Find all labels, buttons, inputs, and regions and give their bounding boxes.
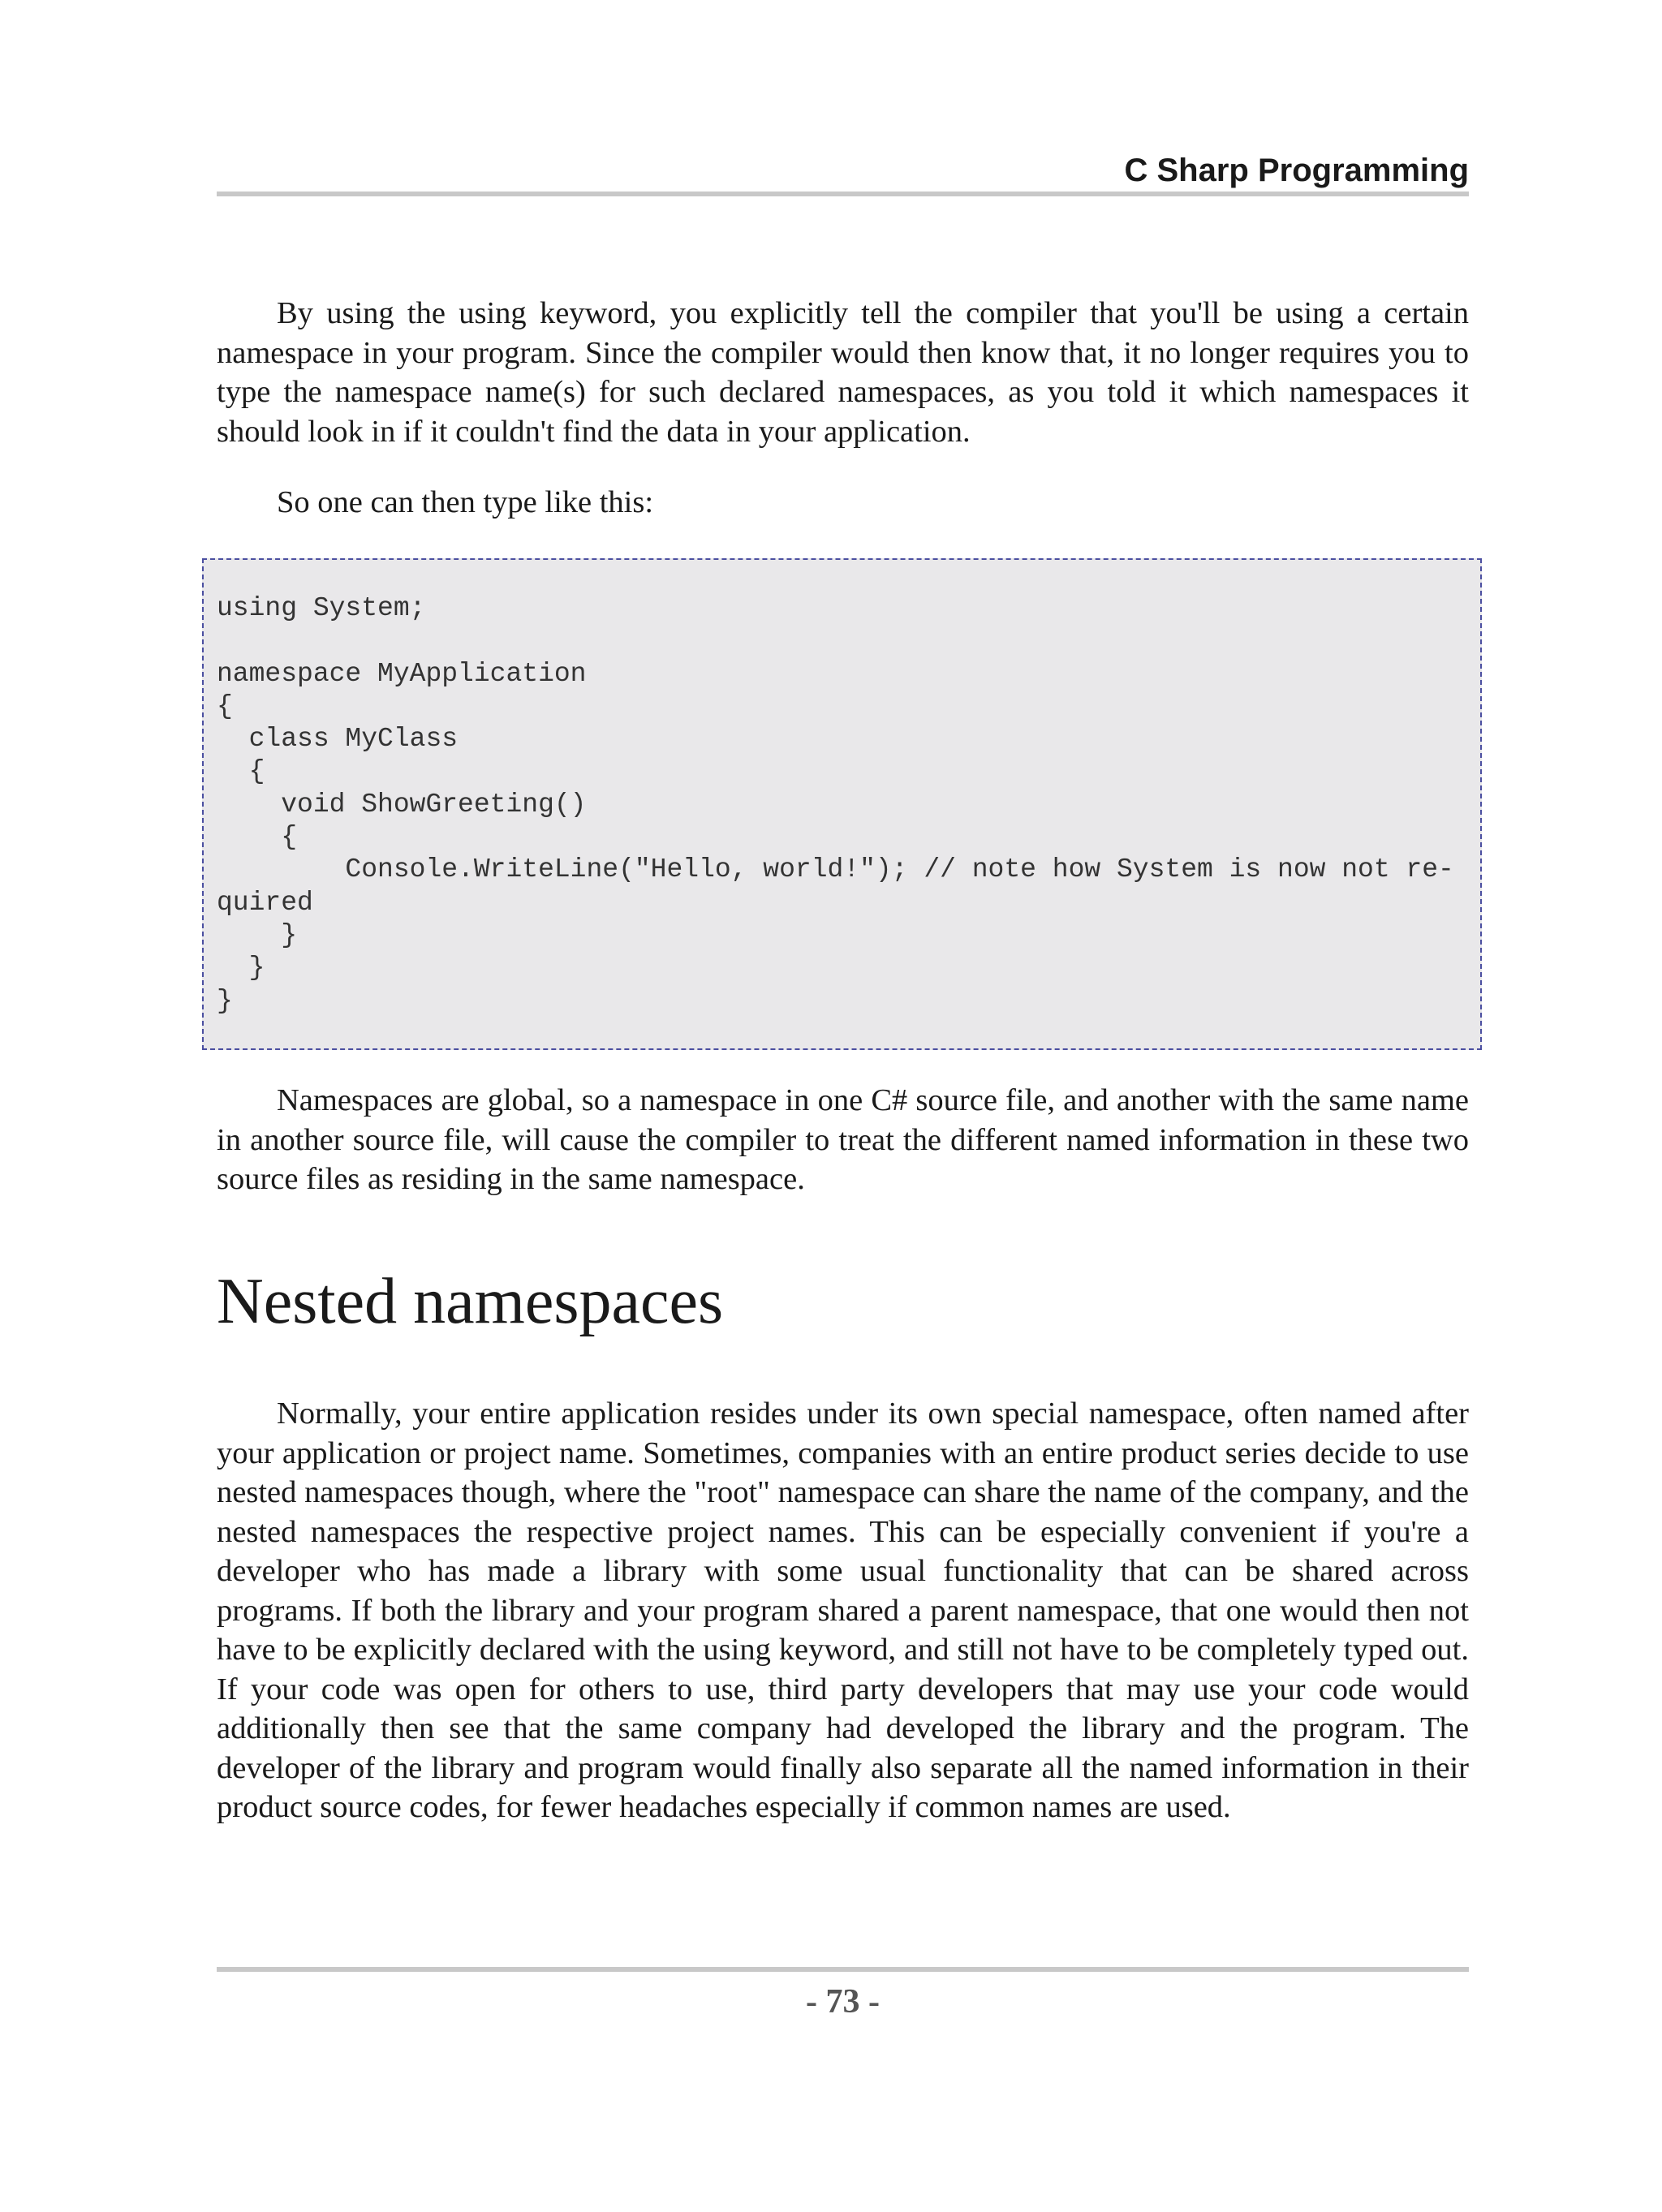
running-header: C Sharp Programming [1124, 153, 1469, 188]
code-example: using System; namespace MyApplication { class MyClass { void ShowGreeting() { Console.WriteLine("Hello, world!"); // note how System is now not re- quired } } } [217, 593, 1454, 1016]
page-number: - 73 - [806, 1983, 880, 2020]
section-heading: Nested namespaces [217, 1266, 724, 1337]
footer-divider [217, 1967, 1469, 1972]
intro-paragraph: By using the using keyword, you explicitly tell the compiler that you'll be using a certain namespace in your program. Since the compiler would then know that, it no longer requires you to type the namespace name(s) for such declared namespaces, as you told it which namespaces it should look in if it couldn't find the data in your application. [217, 296, 1469, 449]
lead-in-paragraph: So one can then type like this: [277, 485, 654, 519]
nested-namespaces-paragraph: Normally, your entire application resides under its own special namespace, often named after your application or project name. Sometimes, companies with an entire product series decide to use nested namespaces though, where the "root" namespace can share the name of the company, and the nested namespaces the respective project names. This can be especially convenient if you're a developer who has made a library with some usual functionality that can be shared across programs. If both the library and your program shared a parent namespace, that one would then not have to be explicitly declared with the using keyword, and still not have to be completely typed out. If your code was open for others to use, third party developers that may use your code would additionally then see that the same company had developed the library and the program. The developer of the library and program would finally also separate all the named information in their product source codes, for fewer headaches especially if common names are used. [217, 1396, 1469, 1824]
namespaces-global-paragraph: Namespaces are global, so a namespace in one C# source file, and another with the same name in another source file, will cause the compiler to treat the different named information in these two source files as residing in the same namespace. [217, 1083, 1469, 1196]
header-divider [217, 192, 1469, 196]
